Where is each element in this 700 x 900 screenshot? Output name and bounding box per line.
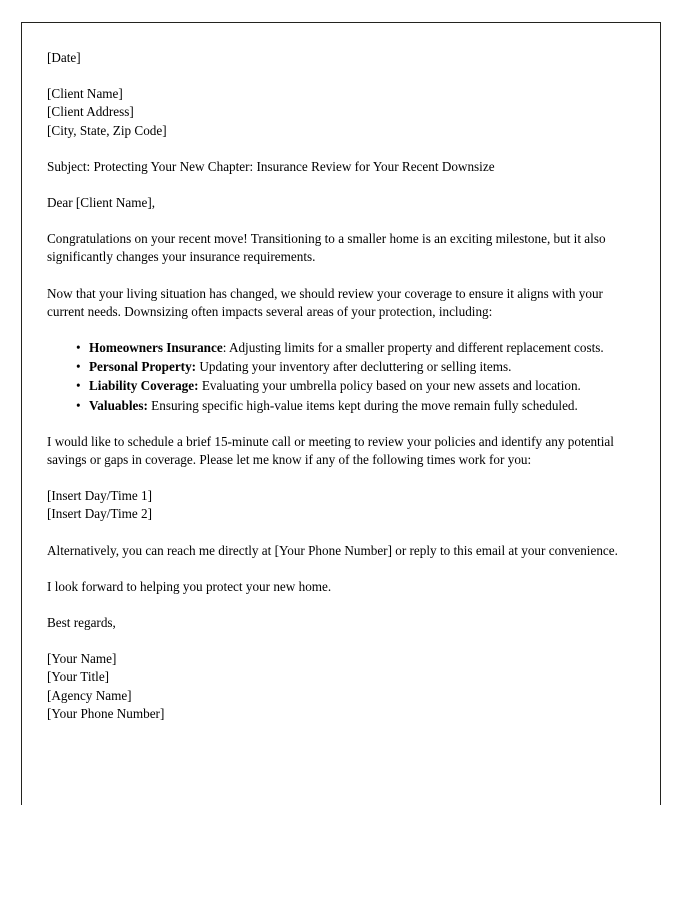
paragraph-review-lead-in: Now that your living situation has changed, we should review your coverage to ensure it aligns with your current needs. Downsizing often impacts several areas of your protection, including:: [47, 285, 603, 319]
list-item: [47, 377, 635, 395]
proposed-time-2: [Insert Day/Time 2]: [47, 506, 152, 522]
coverage-area-list: [47, 339, 635, 415]
paragraph-closing-statement: I look forward to helping you protect your new home.: [47, 578, 332, 594]
signature-line-name: [Your Name]: [47, 651, 117, 667]
signature-line-agency: [Agency Name]: [47, 687, 132, 703]
paragraph-scheduling: I would like to schedule a brief 15-minute call or meeting to review your policies and identify any potential savings or gaps in coverage. Please let me know if any of the following times work for you:: [47, 433, 614, 468]
paragraph-alternative-contact: Alternatively, you can reach me directly at [Your Phone Number] or reply to this email at your convenience.: [47, 542, 618, 558]
signature-line-phone: [Your Phone Number]: [47, 705, 165, 721]
sign-off: Best regards,: [47, 615, 116, 631]
proposed-times-block: [47, 487, 635, 523]
coverage-item-lead: Homeowners Insurance: [89, 340, 223, 356]
proposed-time-1: [Insert Day/Time 1]: [47, 488, 152, 504]
recipient-line-address: [Client Address]: [47, 104, 134, 120]
signature-block: [47, 650, 635, 723]
coverage-item-text: Ensuring specific high-value items kept during the move remain fully scheduled.: [151, 397, 578, 413]
recipient-address-block: [47, 85, 635, 140]
list-item: [47, 339, 635, 357]
signature-line-title: [Your Title]: [47, 669, 110, 685]
list-item: [47, 358, 635, 376]
recipient-line-name: [Client Name]: [47, 86, 123, 102]
bullet-point-icon: •: [76, 340, 81, 356]
coverage-item-separator: :: [222, 340, 229, 356]
recipient-line-city-state-zip: [City, State, Zip Code]: [47, 122, 167, 138]
paragraph-intro: Congratulations on your recent move! Transitioning to a smaller home is an exciting milestone, but it also significantly changes your insurance requirements.: [47, 231, 606, 265]
letter-body: [47, 49, 635, 723]
bullet-point-icon: •: [76, 397, 81, 413]
date-placeholder: [Date]: [47, 50, 81, 65]
date-block: [47, 49, 635, 67]
coverage-item-lead: Personal Property:: [89, 359, 197, 375]
coverage-item-lead: Valuables:: [89, 397, 148, 413]
subject-line: Subject: Protecting Your New Chapter: Insurance Review for Your Recent Downsize: [47, 158, 495, 174]
coverage-item-lead: Liability Coverage:: [89, 378, 199, 394]
document-page: [21, 22, 661, 805]
list-item: [47, 397, 635, 415]
coverage-item-text: Updating your inventory after decluttering or selling items.: [199, 359, 512, 375]
salutation: Dear [Client Name],: [47, 195, 156, 211]
coverage-item-text: Evaluating your umbrella policy based on your new assets and location.: [201, 378, 581, 394]
coverage-item-text: Adjusting limits for a smaller property and different replacement costs.: [228, 340, 604, 356]
bullet-point-icon: •: [76, 359, 81, 375]
bullet-point-icon: •: [76, 378, 81, 394]
